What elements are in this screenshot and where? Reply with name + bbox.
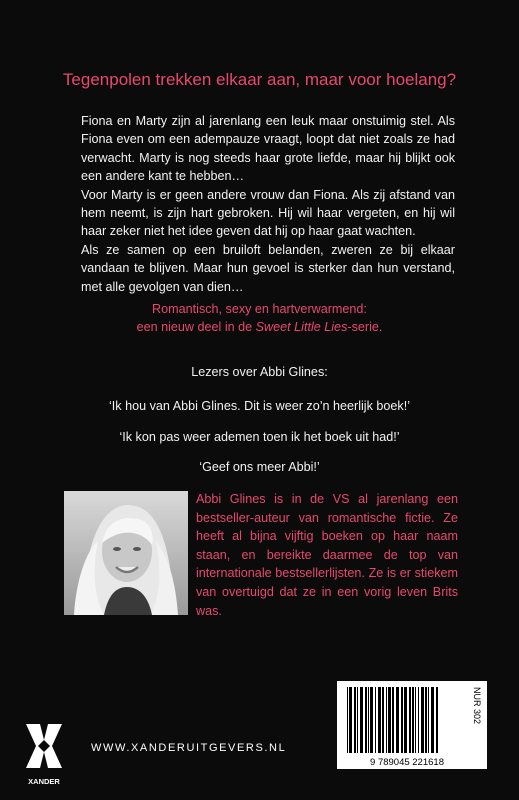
barcode-bar: [392, 687, 394, 753]
barcode-bar: [375, 687, 376, 753]
barcode-bar: [386, 687, 387, 753]
barcode-bar: [370, 687, 373, 753]
logo-text: XANDER: [28, 777, 60, 786]
barcode-bar: [365, 687, 367, 753]
barcode-bar: [396, 687, 399, 753]
barcode-bar: [415, 687, 416, 753]
author-bio: Abbi Glines is in de VS al jarenlang een bestseller-auteur van romantische fictie. Ze heeft al bijna vijftig boeken op haar naam staan, en bereikte daarmee de top van internationale bestsellerlijsten. Ze is er stiekem van overtuigd dat ze in een vorig leven Brits was.: [196, 492, 458, 618]
publisher-website[interactable]: WWW.XANDERUITGEVERS.NL: [91, 742, 287, 754]
barcode-bar: [382, 687, 384, 753]
barcode-bar: [368, 687, 369, 753]
barcode-bar: [349, 687, 352, 753]
barcode: [337, 681, 487, 769]
nur-code: NUR 302: [472, 687, 482, 725]
barcode-bar: [378, 687, 381, 753]
promo-line-2-pre: een nieuw deel in de: [136, 320, 256, 334]
barcode-bar: [354, 687, 356, 753]
isbn-number: 9 789045 221618: [370, 757, 444, 768]
barcode-bar: [401, 687, 403, 753]
author-photo: [64, 491, 188, 615]
barcode-bar: [409, 687, 411, 753]
barcode-bar: [428, 687, 429, 753]
barcode-bar: [436, 687, 438, 753]
barcode-bar: [347, 687, 348, 753]
barcode-bar: [360, 687, 363, 753]
review-quote-3: ‘Geef ons meer Abbi!’: [199, 460, 320, 474]
blurb-paragraph-3: Als ze samen op een bruiloft belanden, zweren ze bij elkaar vandaan te blijven. Maar hun gevoel is sterker dan hun verstand, met alle gevolgen van dien…: [81, 242, 455, 294]
tagline: Tegenpolen trekken elkaar aan, maar voor hoelang?: [62, 70, 457, 89]
reviews-heading: Lezers over Abbi Glines:: [191, 365, 328, 379]
blurb-paragraph-1: Fiona en Marty zijn al jarenlang een leuk maar onstuimig stel. Als Fiona even om een adempauze vraagt, loopt dat niet zoals ze had verwacht. Marty is nog steeds haar grote liefde, maar hij blijkt ook een andere kant te hebben…: [81, 114, 455, 184]
promo-line-1: Romantisch, sexy en hartverwarmend:: [152, 302, 367, 316]
barcode-bar: [431, 687, 434, 753]
barcode-bar: [425, 687, 427, 753]
review-quote-2: ‘Ik kon pas weer ademen toen ik het boek uit had!’: [119, 430, 400, 444]
barcode-bar: [418, 687, 419, 753]
promo-line-2-post: -serie.: [347, 320, 383, 334]
barcode-bar: [404, 687, 407, 753]
xander-logo: [20, 720, 68, 788]
promo-line-2: [0, 318, 519, 336]
barcode-bar: [412, 687, 414, 753]
blurb-paragraph-2: Voor Marty is er geen andere vrouw dan Fiona. Als zij afstand van hem neemt, is zijn hart gebroken. Hij wil haar vergeten, en hij wil haar zeker niet het idee geven dat hij op haar gaat wachten.: [81, 187, 455, 239]
review-quote-1: ‘Ik hou van Abbi Glines. Dit is weer zo’n heerlijk boek!’: [109, 399, 410, 413]
series-name: Sweet Little Lies: [255, 320, 348, 334]
barcode-bar: [421, 687, 424, 753]
blurb: [81, 112, 455, 296]
barcode-bar: [357, 687, 358, 753]
barcode-bar: [388, 687, 391, 753]
